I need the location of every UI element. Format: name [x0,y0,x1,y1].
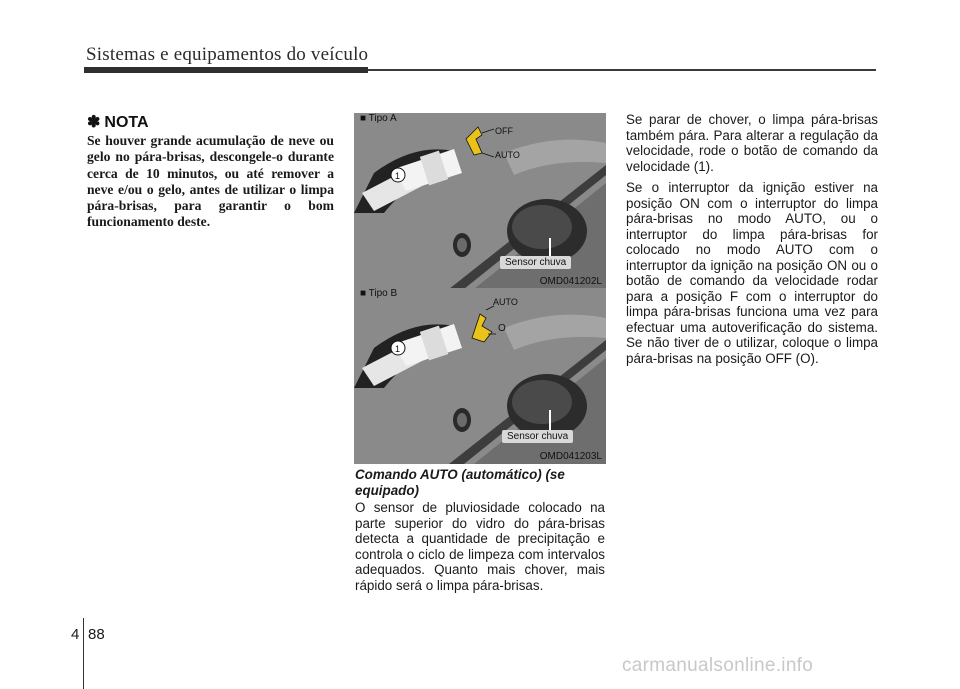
running-header: Sistemas e equipamentos do veículo [86,44,369,65]
figure-b-sensor-label: Sensor chuva [502,430,573,443]
figure-tipo-b [354,288,606,464]
figure-b-callout-auto: AUTO [493,297,518,307]
figure-b-code: OMD041203L [539,451,602,462]
figure-tipo-a [354,113,606,289]
figure-b-label: ■ Tipo B [360,288,398,299]
section-heading: Comando AUTO (automático) (se equipado) [355,467,565,498]
page-number: 88 [88,626,105,643]
footer-rule [83,618,84,689]
svg-text:1: 1 [395,171,401,181]
figure-a-code: OMD041202L [539,276,602,287]
note-star-icon: ✽ [87,114,101,131]
right-paragraph: Se o interruptor da ignição estiver na posição ON com o interruptor do limpa pára-brisas no modo AUTO, ou o interruptor do limpa pára-brisas for colocado no modo AUTO com o interruptor da ignição na posição ON ou o botão de comando da velocidade rodar para a posição F com o interruptor do limpa pára-brisas funciona uma vez para efectuar uma autoverificação do sistema. Se não tiver de o utilizar, coloque o limpa pára-brisas na posição OFF (O). [626,180,878,366]
right-paragraph: Se parar de chover, o limpa pára-brisas também pára. Para alterar a regulação da velocidade, rode o botão de comando da velocidade (1). [626,112,878,174]
figure-a-callout-off: OFF [495,126,513,136]
figure-a-callout-auto: AUTO [495,150,520,160]
figure-a-sensor-label: Sensor chuva [500,256,571,269]
chapter-number: 4 [71,626,80,643]
figure-b-callout-o: O [498,323,506,334]
right-column [626,112,878,372]
header-rule-thick [84,67,368,73]
note-heading-text: NOTA [104,114,149,131]
section-body: O sensor de pluviosidade colocado na parte superior do vidro do pára-brisas detecta a quantidade de precipitação e controla o ciclo de limpeza com intervalos adequados. Quanto mais chover, mais rápido será o limpa pára-brisas. [355,500,605,593]
figure-a-label: ■ Tipo A [360,113,397,124]
header-rule-thin [368,69,876,71]
note-heading [87,112,149,132]
note-body: Se houver grande acumulação de neve ou gelo no pára-brisas, descongele-o durante cerca de 10 minutos, ou até remover a neve e/ou o gelo, antes de utilizar o limpa pára-brisas, para garantir o bom funcionamento deste. [87,133,334,230]
svg-text:1: 1 [395,344,401,354]
watermark: carmanualsonline.info [622,655,814,676]
